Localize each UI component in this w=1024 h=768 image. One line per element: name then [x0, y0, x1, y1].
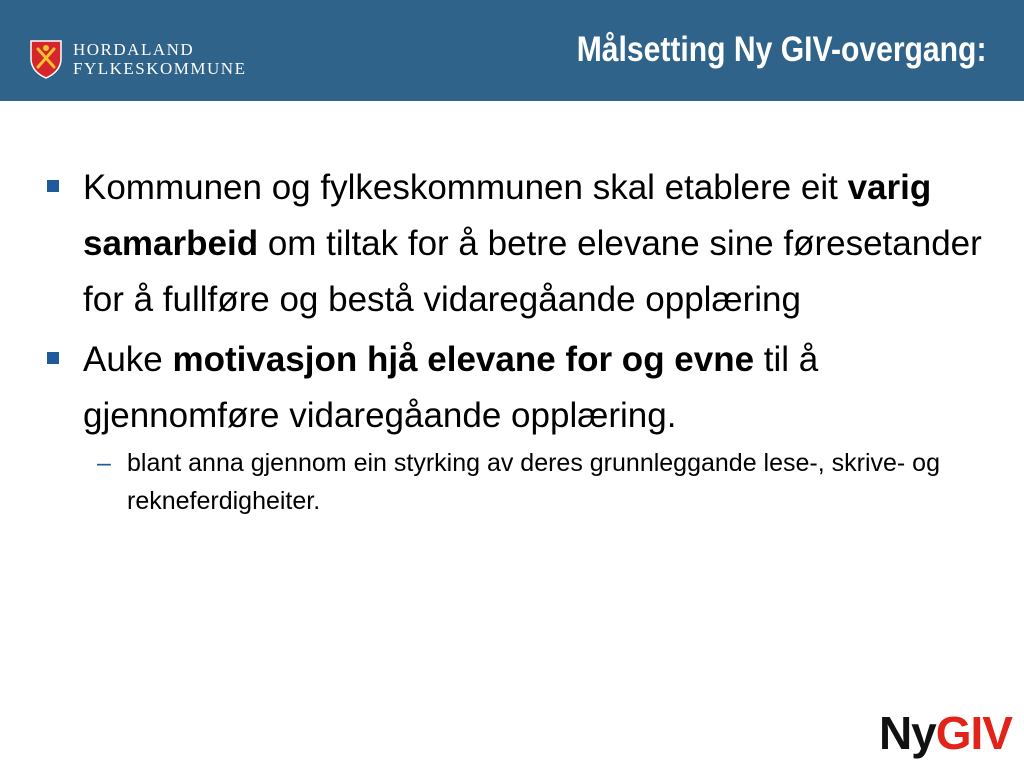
bullet-text-bold: varig samarbeid: [83, 168, 932, 263]
slide-content: [47, 160, 997, 520]
nygiv-logo-giv: GIV: [935, 707, 1012, 759]
bullet-item: [47, 332, 997, 444]
header-bar: [0, 0, 1024, 101]
square-bullet-icon: [47, 180, 59, 192]
bullet-text-pre: Kommunen og fylkeskommunen skal etablere eit: [83, 168, 848, 207]
sub-bullet-text: blant anna gjennom ein styrking av deres grunnleggande lese-, skrive- og rekneferdigheiter.: [127, 449, 940, 515]
slide-title: Målsetting Ny GIV-overgang:: [576, 30, 986, 69]
nygiv-logo: [879, 706, 1012, 760]
bullet-item: [47, 160, 997, 328]
bullet-text-post: om tiltak for å betre elevane sine føresetander for å fullføre og bestå vidaregåande opplæring: [83, 224, 982, 319]
dash-bullet: –: [97, 449, 111, 477]
coat-of-arms-icon: [29, 39, 63, 79]
bullet-text-post: til å gjennomføre vidaregåande opplæring.: [83, 340, 819, 435]
bullet-text-bold: motivasjon hjå elevane for og evne: [172, 340, 755, 379]
logo-line-1: HORDALAND: [73, 40, 195, 59]
logo-text: [73, 40, 246, 78]
nygiv-logo-ny: Ny: [878, 707, 936, 759]
hordaland-logo: [29, 39, 246, 79]
logo-line-2: FYLKESKOMMUNE: [73, 59, 247, 78]
bullet-text-pre: Auke: [83, 340, 173, 379]
sub-bullet-item: [47, 444, 997, 520]
square-bullet-icon: [47, 352, 59, 364]
